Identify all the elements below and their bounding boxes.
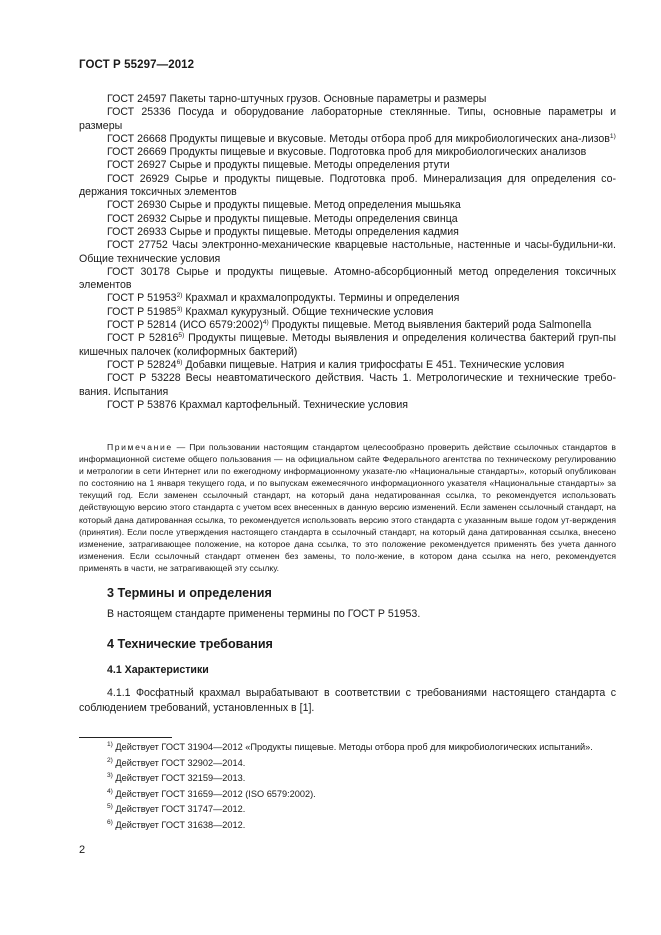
reference-item xyxy=(79,372,616,399)
footnote-mark: 5) xyxy=(107,803,113,810)
footnote-marker: 3) xyxy=(176,305,183,313)
subsection-4-1-title: 4.1 Характеристики xyxy=(107,664,209,676)
footnote-text: Действует ГОСТ 31659—2012 (ISO 6579:2002). xyxy=(112,788,316,799)
normative-references-list xyxy=(79,93,616,412)
footnote-text: Действует ГОСТ 31747—2012. xyxy=(112,804,246,814)
reference-text: ГОСТ 26930 Сырье и продукты пищевые. Метод определения мышьяка xyxy=(107,199,461,212)
reference-title: Добавки пищевые. Натрия и калия трифосфаты Е 451. Технические условия xyxy=(182,358,565,371)
reference-text: ГОСТ 26929 Сырье и продукты пищевые. Подготовка проб. Минерализация для определения со-держания токсичных элементов xyxy=(79,172,616,199)
footnote-mark: 6) xyxy=(107,818,113,826)
reference-item xyxy=(79,292,616,305)
footnote-text: Действует ГОСТ 31638—2012. xyxy=(112,819,246,830)
footnote-mark: 3) xyxy=(107,772,113,779)
page-number: 2 xyxy=(79,844,86,856)
reference-title: Крахмал кукурузный. Общие технические условия xyxy=(182,305,434,318)
footnote-marker: 5) xyxy=(178,332,185,340)
reference-item xyxy=(79,93,616,106)
reference-title: Продукты пищевые. Метод выявления бактерий рода Salmonella xyxy=(268,319,592,332)
reference-item xyxy=(79,306,616,319)
footnote-marker: 1) xyxy=(609,132,616,140)
note-block xyxy=(79,441,616,574)
reference-text: ГОСТ 26668 Продукты пищевые и вкусовые. Методы отбора проб для микробиологических ана-лизов xyxy=(107,132,610,145)
footnote-item xyxy=(79,741,616,754)
note-label: Примечание xyxy=(107,442,173,452)
section-4-title: 4 Технические требования xyxy=(107,637,273,651)
footnote-item xyxy=(79,819,616,832)
footnote-mark: 2) xyxy=(107,756,113,764)
reference-item xyxy=(79,359,616,372)
footnote-marker: 6) xyxy=(176,358,183,366)
reference-text: ГОСТ 26933 Сырье и продукты пищевые. Методы определения кадмия xyxy=(107,225,459,238)
reference-text: ГОСТ Р 53228 Весы неавтоматического действия. Часть 1. Метрологические и технические требо-вания. Испытания xyxy=(79,372,616,398)
reference-item xyxy=(79,133,616,146)
reference-text: ГОСТ 27752 Часы электронно-механические кварцевые настольные, настенные и часы-будильни-ки. Общие технические условия xyxy=(79,239,616,265)
reference-text: ГОСТ Р 51985 xyxy=(107,305,177,318)
reference-item xyxy=(79,332,616,359)
paragraph-4-1-1: 4.1.1 Фосфатный крахмал вырабатывают в соответствии с требованиями настоящего стандарта с соблюдением требований, установленных в [1]. xyxy=(79,687,616,714)
footnote-mark: 4) xyxy=(107,787,113,795)
reference-text: ГОСТ Р 52816 xyxy=(107,332,179,345)
footnote-mark: 1) xyxy=(107,741,113,748)
reference-item xyxy=(79,319,616,332)
note-text: — При пользовании настоящим стандартом целесообразно проверить действие ссылочных стандартов в информационной системе общего пользования — на официальном сайте Федерального агентства по техническому регулированию и метрологии в сети Интернет или по ежегодному информационному указате-лю «Национальные стандарты», который опубликован по состоянию на 1 января текущего года, и по выпускам ежемесячного информационного указателя «Национальные стандарты» за текущий год. Если заменен ссылочный стандарт, на который дана недатированная ссылка, то рекомендуется использовать действующую версию этого стандарта с учетом всех внесенных в данную версию изменений. Если заменен ссылочный стандарт, на который дана датированная ссылка, то рекомендуется использовать версию этого стандарта с указанным выше годом ут-верждения (принятия). Если после утверждения настоящего стандарта в ссылочный стандарт, на который дана датированная ссылка, внесено изменение, затрагивающее положение, на которое дана ссылка, то это положение рекомендуется применять без учета данного изменения. Если ссылочный стандарт отменен без замены, то поло-жение, в котором дана ссылка на него, рекомендуется применять в части, не затрагивающей эту ссылку. xyxy=(79,442,616,573)
footnote-item xyxy=(79,788,616,801)
note-paragraph xyxy=(79,441,616,574)
reference-title: Продукты пищевые. Методы выявления и определения количества бактерий груп-пы кишечных палочек (колиформных бактерий) xyxy=(79,332,616,358)
reference-text: ГОСТ 26927 Сырье и продукты пищевые. Методы определения ртути xyxy=(107,159,450,172)
footnote-text: Действует ГОСТ 32159—2013. xyxy=(112,773,246,783)
page-header-standard-code: ГОСТ Р 55297—2012 xyxy=(79,59,195,71)
reference-item xyxy=(79,226,616,239)
reference-item xyxy=(79,106,616,133)
reference-item xyxy=(79,173,616,200)
reference-text: ГОСТ 25336 Посуда и оборудование лабораторные стеклянные. Типы, основные параметры и размеры xyxy=(79,106,616,132)
reference-text: ГОСТ Р 51953 xyxy=(107,292,177,305)
footnote-text: Действует ГОСТ 31904—2012 «Продукты пищевые. Методы отбора проб для микробиологических испытаний». xyxy=(112,742,593,752)
footnote-text: Действует ГОСТ 32902—2014. xyxy=(112,757,246,768)
footnotes-list xyxy=(79,741,616,834)
reference-title: Крахмал и крахмалопродукты. Термины и определения xyxy=(182,292,460,305)
reference-text: ГОСТ Р 52824 xyxy=(107,358,177,371)
reference-item xyxy=(79,266,616,293)
reference-text: ГОСТ Р 52814 (ИСО 6579:2002) xyxy=(107,319,263,332)
reference-text: ГОСТ 30178 Сырье и продукты пищевые. Атомно-абсорбционный метод определения токсичных элементов xyxy=(79,265,616,292)
footnote-item xyxy=(79,757,616,770)
reference-text: ГОСТ 26932 Сырье и продукты пищевые. Методы определения свинца xyxy=(107,212,458,225)
reference-text: ГОСТ 24597 Пакеты тарно-штучных грузов. Основные параметры и размеры xyxy=(107,93,487,105)
footnote-marker: 2) xyxy=(176,292,183,300)
reference-item xyxy=(79,399,616,412)
footnote-item xyxy=(79,803,616,816)
footnote-marker: 4) xyxy=(262,319,269,327)
section-3-text: В настоящем стандарте применены термины по ГОСТ Р 51953. xyxy=(107,608,421,620)
reference-text: ГОСТ 26669 Продукты пищевые и вкусовые. Подготовка проб для микробиологических анализов xyxy=(107,146,587,159)
reference-item xyxy=(79,239,616,266)
footnote-divider xyxy=(79,737,172,738)
reference-item xyxy=(79,213,616,226)
reference-text: ГОСТ Р 53876 Крахмал картофельный. Технические условия xyxy=(107,398,408,411)
reference-item xyxy=(79,159,616,172)
reference-item xyxy=(79,146,616,159)
reference-item xyxy=(79,199,616,212)
footnote-item xyxy=(79,772,616,785)
section-3-title: 3 Термины и определения xyxy=(107,586,272,600)
